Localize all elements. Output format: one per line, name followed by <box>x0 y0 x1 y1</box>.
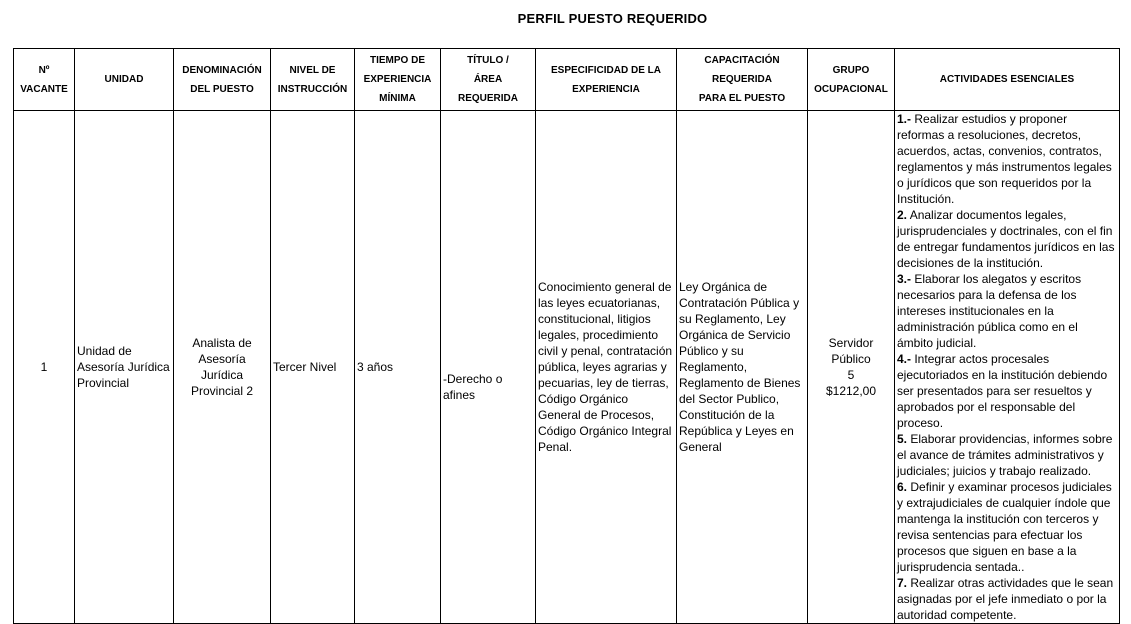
activity-item <box>897 351 1117 431</box>
header-capacitacion-line: PARA EL PUESTO <box>698 93 786 104</box>
activity-number: 4.- <box>897 352 912 366</box>
activity-text: Realizar otras actividades que le sean asignadas por el jefe inmediato o por la autoridad competente. <box>897 576 1114 622</box>
activity-text: Realizar estudios y proponer reformas a resoluciones, decretos, acuerdos, actas, convenios, contratos, reglamentos y más instrumentos legales o jurídicos que son requeridos por la Institución. <box>897 112 1112 206</box>
header-titulo-line: REQUERIDA <box>457 93 518 104</box>
header-actividades: ACTIVIDADES ESENCIALES <box>895 49 1120 111</box>
cell-actividades <box>895 111 1120 624</box>
activity-text: Definir y examinar procesos judiciales y extrajudiciales de cualquier índole que mantenga la institución con terceros y revisa sentencias para efectuar los procesos que siguen en base a la jurisprudencia sentada.. <box>897 480 1112 574</box>
activity-text: Analizar documentos legales, jurisprudenciales y doctrinales, con el fin de entregar fundamentos jurídicos en las decisiones de la institución. <box>897 208 1115 270</box>
header-vacante: Nº VACANTE <box>14 49 75 111</box>
grupo-line: $1212,00 <box>825 384 877 398</box>
activity-item <box>897 111 1117 207</box>
activity-text: Integrar actos procesales ejecutoriados en la institución debiendo ser presentados para ser resueltos y aprobados por el responsable del proceso. <box>897 352 1108 430</box>
header-nivel-line: INSTRUCCIÓN <box>277 83 348 95</box>
header-nivel <box>271 49 355 111</box>
header-especificidad <box>536 49 677 111</box>
header-denominacion <box>174 49 271 111</box>
grupo-line: 5 <box>847 368 855 382</box>
header-denominacion-line: DENOMINACIÓN <box>182 64 262 76</box>
header-especificidad-line: EXPERIENCIA <box>572 83 640 95</box>
activity-item <box>897 271 1117 351</box>
header-nivel-line: NIVEL DE <box>289 64 336 76</box>
activity-number: 2. <box>897 208 908 222</box>
activity-text: Elaborar los alegatos y escritos necesarios para la defensa de los intereses institucionales en la administración pública como en el ámbito judicial. <box>897 272 1082 350</box>
activity-item <box>897 207 1117 271</box>
header-titulo <box>441 49 536 111</box>
table-row <box>14 111 1120 624</box>
activity-number: 7. <box>897 576 908 590</box>
activity-item <box>897 431 1117 479</box>
cell-nivel: Tercer Nivel <box>271 111 355 624</box>
page-title: PERFIL PUESTO REQUERIDO <box>517 11 708 26</box>
cell-capacitacion: Ley Orgánica de Contratación Pública y su Reglamento, Ley Orgánica de Servicio Público y su Reglamento, Reglamento de Bienes del Sector Publico, Constitución de la República y Leyes en General <box>677 111 808 624</box>
activity-item <box>897 575 1117 623</box>
activity-number: 3.- <box>897 272 912 286</box>
activity-number: 5. <box>897 432 908 446</box>
activity-number: 6. <box>897 480 908 494</box>
cell-vacante: 1 <box>14 111 75 624</box>
activity-text: Elaborar providencias, informes sobre el avance de trámites administrativos y judiciales; juicios y trabajo realizado. <box>897 432 1113 478</box>
cell-tiempo: 3 años <box>355 111 441 624</box>
header-denominacion-line: DEL PUESTO <box>190 83 254 95</box>
header-titulo-line: ÁREA <box>473 74 503 85</box>
activity-item <box>897 479 1117 575</box>
header-tiempo <box>355 49 441 111</box>
header-tiempo-line: EXPERIENCIA <box>363 74 432 85</box>
activity-number: 1.- <box>897 112 912 126</box>
perfil-table <box>13 48 1120 624</box>
header-grupo-line: OCUPACIONAL <box>814 83 888 95</box>
header-tiempo-line: TIEMPO DE <box>369 55 425 66</box>
header-tiempo-line: MÍNIMA <box>379 93 416 104</box>
header-grupo-line: GRUPO <box>832 64 870 76</box>
header-especificidad-line: ESPECIFICIDAD DE LA <box>550 64 661 76</box>
grupo-line: Servidor Público <box>828 336 874 366</box>
cell-unidad: Unidad de Asesoría Jurídica Provincial <box>75 111 174 624</box>
cell-denominacion: Analista de Asesoría Jurídica Provincial 2 <box>174 111 271 624</box>
cell-titulo: -Derecho o afines <box>441 111 536 624</box>
cell-especificidad: Conocimiento general de las leyes ecuatorianas, constitucional, litigios legales, procedimiento civil y penal, contratación pública, leyes agrarias y pecuarias, ley de tierras, Código Orgánico General de Procesos, Código Orgánico Integral Penal. <box>536 111 677 624</box>
header-grupo <box>808 49 895 111</box>
header-unidad: UNIDAD <box>75 49 174 111</box>
header-row <box>14 49 1120 111</box>
header-capacitacion-line: CAPACITACIÓN REQUERIDA <box>704 55 780 85</box>
header-capacitacion <box>677 49 808 111</box>
cell-grupo <box>808 111 895 624</box>
header-titulo-line: TÍTULO / <box>467 55 509 66</box>
